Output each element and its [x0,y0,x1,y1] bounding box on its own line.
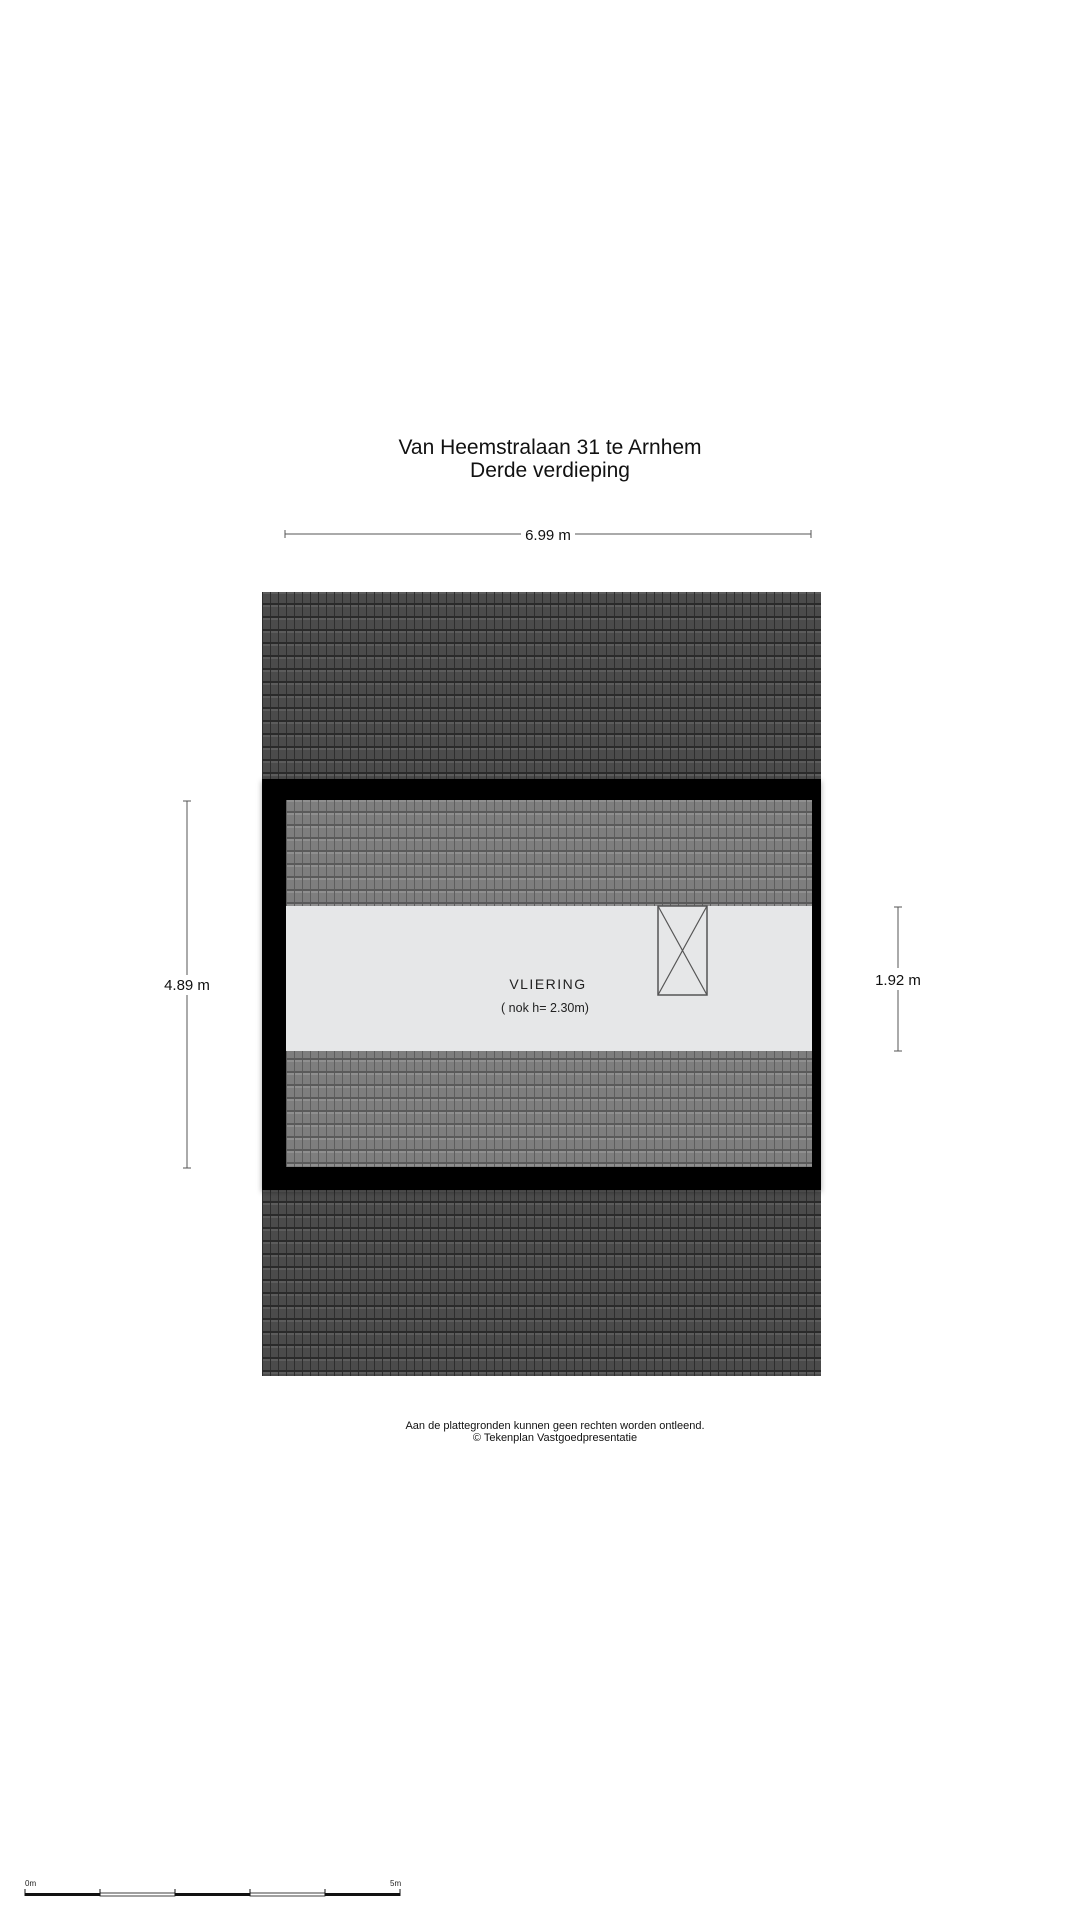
scale-bar-start-label: 0m [25,1879,37,1888]
scale-bar-end-label: 5m [390,1879,402,1888]
dimension-floor-width-label: 1.92 m [875,972,921,989]
dimension-depth-label: 4.89 m [164,977,210,994]
roof-slope-top [286,800,812,906]
disclaimer-text: Aan de plattegronden kunnen geen rechten worden ontleend. [405,1420,705,1432]
room-ridge-height: ( nok h= 2.30m) [501,1001,589,1015]
dimension-width [285,527,811,544]
plan-title: Van Heemstralaan 31 te Arnhem [398,436,702,459]
plan-subtitle: Derde verdieping [470,459,630,482]
room-name: VLIERING [509,976,587,992]
dimension-floor-width [875,907,921,1051]
dimension-width-label: 6.99 m [525,527,571,544]
roof-slope-bottom [286,1051,812,1167]
dimension-depth [164,801,210,1168]
copyright-text: © Tekenplan Vastgoedpresentatie [472,1432,638,1444]
scale-bar [25,1879,401,1896]
